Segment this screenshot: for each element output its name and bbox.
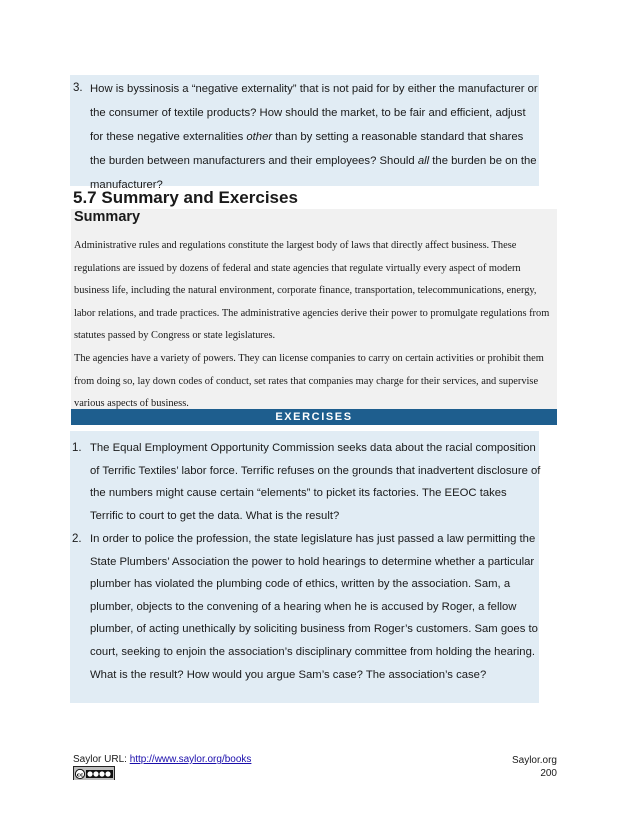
- footer-url: [73, 754, 251, 765]
- cc-logo-icon: [74, 768, 114, 780]
- section-title: 5.7 Summary and Exercises: [73, 188, 298, 207]
- summary-paragraph-1: Administrative rules and regulations constitute the largest body of laws that directly affect business. These regulations are issued by dozens of federal and state agencies that regulate virtually every aspect of modern business life, including the natural environment, corporate finance, transportation, telecommunications, energy, labor relations, and trade practices. The administrative agencies derive their power to promulgate regulations from statutes passed by Congress or state legislatures.: [74, 240, 550, 342]
- footer-right: [512, 754, 557, 780]
- question-3-text: How is byssinosis a “negative externality” that is not paid for by either the manufacturer or the consumer of textile products? How should the market, to be fair and efficient, adjust for these negative externalities other than by setting a reasonable standard that shares the burden between manufacturers and their employees? Should all the burden be on the manufacturer?: [90, 83, 538, 191]
- exercises-header: EXERCISES: [71, 409, 557, 425]
- page-number: 200: [540, 768, 557, 779]
- exercise-1-text: The Equal Employment Opportunity Commission seeks data about the racial composition of Terrific Textiles’ labor force. Terrific refuses on the grounds that inadvertent disclosure of the numbers might cause certain “elements” to picket its factories. The EEOC takes Terrific to court to get the data. What is the result?: [90, 442, 541, 522]
- exercise-1-number: 1.: [72, 442, 82, 454]
- summary-paragraph-2: The agencies have a variety of powers. They can license companies to carry on certain activities or prohibit them from doing so, lay down codes of conduct, set rates that companies may charge for their services, and supervise various aspects of business.: [74, 352, 544, 410]
- exercise-2-text: In order to police the profession, the state legislature has just passed a law permitting the State Plumbers’ Association the power to hold hearings to determine whether a particular plumber has violated the plumbing code of ethics, written by the association. Sam, a plumber, objects to the convening of a hearing when he is accused by Roger, a fellow plumber, of acting unethically by soliciting business from Roger’s customers. Sam goes to court, seeking to enjoin the association’s disciplinary committee from holding the hearing. What is the result? How would you argue Sam’s case? The association’s case?: [90, 533, 538, 681]
- summary-heading: Summary: [74, 209, 141, 225]
- footer-url-label: Saylor URL:: [73, 754, 130, 765]
- creative-commons-badge-icon: [73, 766, 115, 780]
- footer-site: Saylor.org: [511, 755, 557, 766]
- question-3-number: 3.: [73, 82, 83, 94]
- summary-body: [74, 235, 558, 416]
- exercise-2-number: 2.: [72, 533, 82, 545]
- footer-url-link[interactable]: http://www.saylor.org/books: [129, 754, 252, 765]
- svg-text:cc: cc: [76, 772, 84, 779]
